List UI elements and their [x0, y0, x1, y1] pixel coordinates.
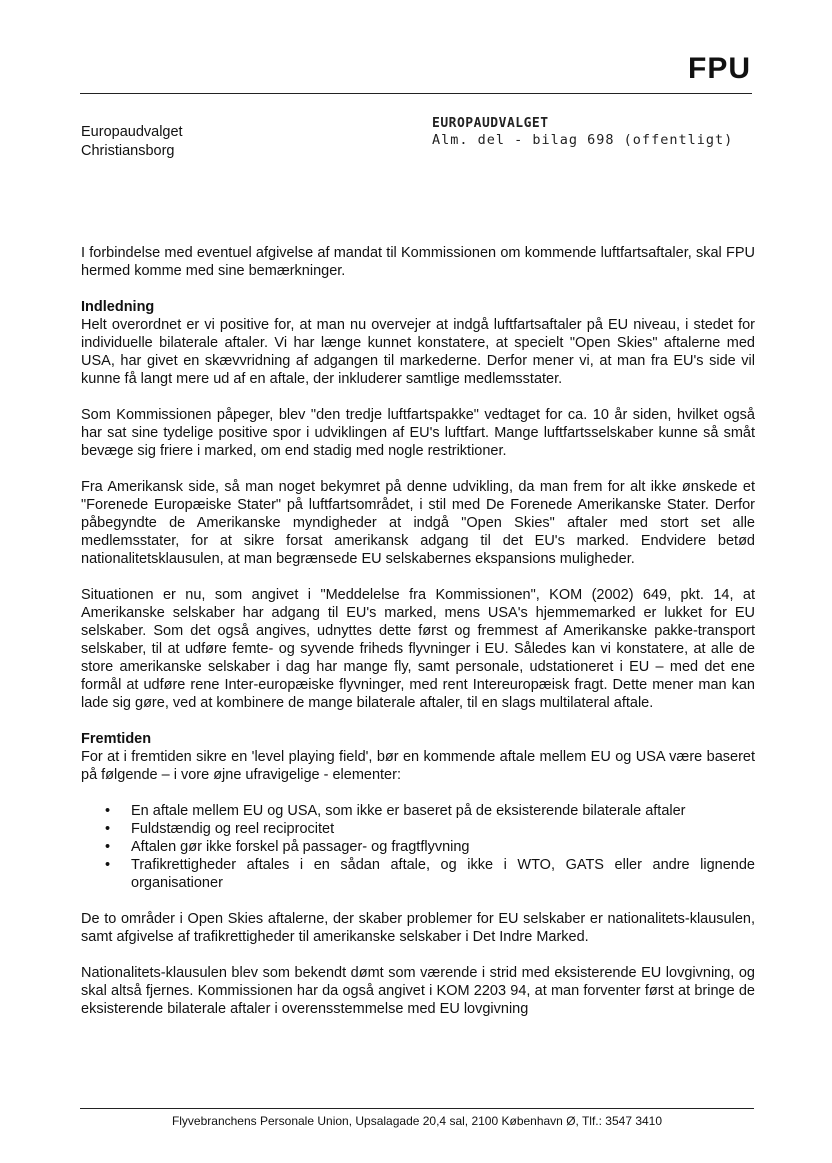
- section-heading-fremtiden: Fremtiden: [81, 731, 152, 747]
- letterhead-logo: FPU: [688, 52, 751, 85]
- footer-address: Flyvebranchens Personale Union, Upsalagade 20,4 sal, 2100 København Ø, Tlf.: 3547 3410: [171, 1114, 663, 1128]
- paragraph-5: For at i fremtiden sikre en 'level playing field', bør en kommende aftale mellem EU og USA være baseret på følgende – i vore øjne ufravigelige - elementer:: [81, 749, 755, 783]
- requirements-list: [81, 802, 755, 892]
- paragraph-7: Nationalitets-klausulen blev som bekendt dømt som værende i strid med eksisterende EU lovgivning, og skal altså fjernes. Kommissionen har da også angivet i KOM 2203 94, at man forventer først at bringe de eksisterende bilaterale aftaler i overensstemmelse med EU lovgivning: [81, 965, 755, 1017]
- list-item: • Trafikrettigheder aftales i en sådan aftale, og ikke i WTO, GATS eller andre lignende organisationer: [131, 856, 755, 892]
- list-item: • Fuldstændig og reel reciprocitet: [131, 820, 755, 838]
- paragraph-3: Fra Amerikansk side, så man noget bekymret på denne udvikling, da man frem for alt ikke ønskede et "Forenede Europæiske Stater" på luftfartsområdet, i stil med De Forenede Amerikanske Stater. Derfor påbegyndte de Amerikanske myndigheder at indgå "Open Skies" aftaler med stort set alle medlemsstater, for at sikre forsat amerikansk adgang til det EU's marked. Endvidere betød nationalitetsklausulen, at man begrænsede EU selskabernes ekspansions muligheder.: [81, 479, 755, 567]
- paragraph-2: Som Kommissionen påpeger, blev "den tredje luftfartspakke" vedtaget for ca. 10 år siden, hvilket også har sat sine tydelige positive spor i udviklingen af EU's luftfart. Mange luftfartsselskaber kunne så småt bevæge sig friere i marked, om end stadig med nogle restriktioner.: [81, 407, 755, 459]
- footer-divider: [80, 1108, 754, 1109]
- paragraph-1: Helt overordnet er vi positive for, at man nu overvejer at indgå luftfartsaftaler på EU niveau, i stedet for individuelle bilaterale aftaler. Vi har længe kunnet konstatere, at specielt "Open Skies" aftalerne med USA, har givet en skævvridning af adgangen til markederne. Derfor mener vi, at man fra EU's side vil kunne få langt mere ud af en aftale, der inkluderer samtlige medlemsstater.: [81, 317, 755, 387]
- header-divider: [80, 93, 752, 94]
- section-heading-indledning: Indledning: [81, 299, 155, 315]
- intro-paragraph: I forbindelse med eventuel afgivelse af mandat til Kommissionen om kommende luftfartsaftaler, skal FPU hermed komme med sine bemærkninger.: [81, 245, 755, 279]
- paragraph-6: De to områder i Open Skies aftalerne, der skaber problemer for EU selskaber er nationalitets-klausulen, samt afgivelse af trafikrettigheder til amerikanske selskaber i Det Indre Marked.: [81, 911, 755, 945]
- letter-body: [81, 244, 755, 1036]
- address-line-2: Christiansborg: [81, 143, 175, 159]
- paragraph-4: Situationen er nu, som angivet i "Meddelelse fra Kommissionen", KOM (2002) 649, pkt. 14, at Amerikanske selskaber har adgang til EU's marked, mens USA's hjemmemarked er lukket for EU selskaber. Som det også angives, udnyttes dette først og fremmest af Amerikanske pakke-transport selskaber, til at udføre femte- og syvende friheds flyvninger i EU. Således kan vi konstatere, at alle de store amerikanske selskaber i dag har mange fly, samt personale, udstationeret i EU – med det ene formål at udføre rene Inter-europæiske flyvninger, med rent Intereuropæisk fragt. Dette mener man kan lade sig gøre, ved at kombinere de mange bilaterale aftaler, til en slags multilateral aftale.: [81, 587, 755, 711]
- stamp-reference: Alm. del - bilag 698 (offentligt): [432, 132, 734, 148]
- stamp-committee: EUROPAUDVALGET: [432, 116, 549, 131]
- address-line-1: Europaudvalget: [81, 124, 183, 140]
- document-stamp: [432, 116, 733, 148]
- list-item: • En aftale mellem EU og USA, som ikke er baseret på de eksisterende bilaterale aftaler: [131, 802, 755, 820]
- list-item: • Aftalen gør ikke forskel på passager- og fragtflyvning: [131, 838, 755, 856]
- recipient-address: [81, 123, 183, 161]
